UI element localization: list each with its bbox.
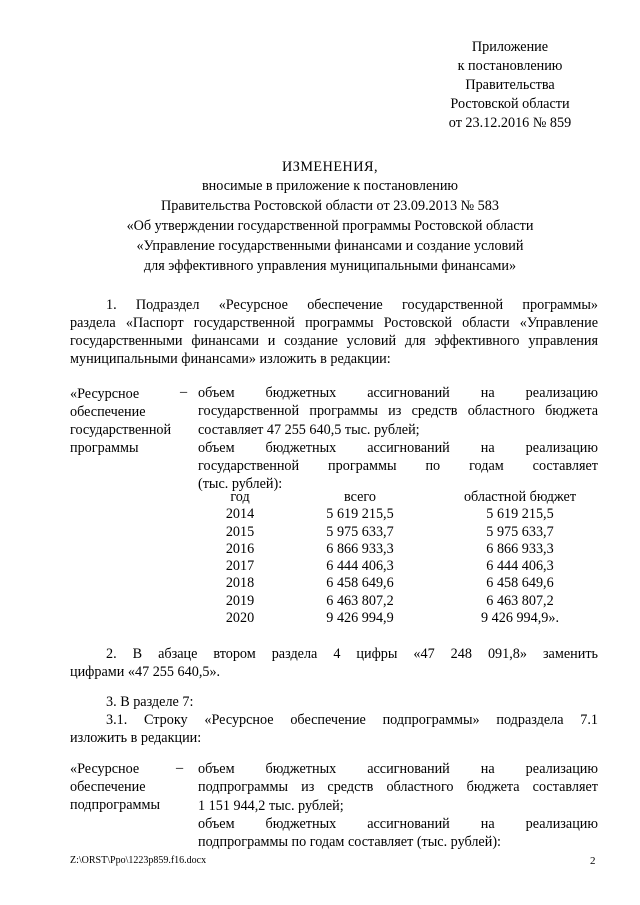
table-row [195,575,605,592]
table-cell: 2017 [225,558,255,575]
block2-line: объем бюджетных ассигнований на реализацию [198,761,598,777]
heading-line: для эффективного управления муниципальными финансами» [143,258,517,274]
appendix-line: к постановлению [457,58,563,74]
block1-line: объем бюджетных ассигнований на реализацию [198,385,598,401]
table-cell: 6 458 649,6 [326,575,394,592]
table-cell: 5 975 633,7 [326,523,394,540]
heading-line: вносимые в приложение к постановлению [201,178,459,194]
block2-dash: – [176,760,184,776]
appendix-line: Ростовской области [450,96,570,112]
item1-line: государственными финансами и создание условий для эффективного управления [70,333,598,349]
item1-paragraph [70,296,598,368]
item2-line: 2. В абзаце втором раздела 4 цифры «47 248 091,8» заменить [106,646,598,662]
table-cell: 2014 [225,506,255,523]
block2-label-line: обеспечение [70,779,146,795]
table-cell: 2015 [225,523,255,540]
table-row [195,593,605,610]
table-row [195,506,605,523]
table-cell: 5 619 215,5 [326,506,394,523]
table-row [195,541,605,558]
page-number: 2 [590,855,596,867]
block1-dash: – [180,384,188,400]
block1-label-line: государственной [70,422,172,438]
table-cell: 2020 [225,610,255,627]
block2-line: объем бюджетных ассигнований на реализацию [198,815,598,832]
table-cell: 2018 [225,575,255,592]
item3-line: 3.1. Строку «Ресурсное обеспечение подпрограммы» подраздела 7.1 [106,712,598,728]
table-cell: 5 975 633,7 [486,523,554,540]
appendix-header [420,38,600,133]
block2-line: подпрограммы из средств областного бюджета составляет [198,779,598,796]
block1-label [70,384,188,457]
block1-line: государственной программы по годам составляет [198,458,598,475]
item1-line: раздела «Паспорт государственной программы Ростовской области «Управление [70,315,598,331]
block2-line: подпрограммы по годам составляет (тыс. рублей): [198,834,501,851]
table-header-row [195,489,605,506]
table-header: всего [344,489,376,505]
heading-line: «Об утверждении государственной программы Ростовской области [126,218,534,234]
block2-label [70,760,185,814]
table-row [195,524,605,541]
item3-paragraph [70,711,598,747]
table-cell: 6 463 807,2 [326,592,394,609]
heading-line: «Управление государственными финансами и создание условий [136,238,524,254]
block1-label-line: программы [70,440,139,456]
footer-file-path: Z:\ORST\Ppo\1223p859.f16.docx [70,855,207,866]
appendix-line: Приложение [471,39,549,55]
table-cell: 5 619 215,5 [486,506,554,523]
block2-label-line: подпрограммы [70,797,160,813]
item3-line: изложить в редакции: [70,730,202,746]
table-header: год [230,489,250,505]
item1-line: муниципальными финансами» изложить в редакции: [70,351,391,367]
block1-line: составляет 47 255 640,5 тыс. рублей; [198,421,420,438]
table-cell: 6 463 807,2 [486,592,554,609]
block1-line: (тыс. рублей): [198,476,283,493]
table-cell: 6 866 933,3 [486,540,554,557]
block1-label-line: обеспечение [70,404,146,420]
item3-title: 3. В разделе 7: [106,694,194,710]
document-heading [60,158,600,276]
block2-text [198,760,598,851]
block2-label-line: «Ресурсное [70,761,140,777]
table-row [195,558,605,575]
appendix-line: Правительства [465,77,555,93]
block1-text [198,384,598,494]
table-header: областной бюджет [463,489,577,505]
table-cell: 9 426 994,9». [480,610,560,627]
table-cell: 6 444 406,3 [486,558,554,575]
table-cell: 6 458 649,6 [486,575,554,592]
table-cell: 9 426 994,9 [326,610,394,627]
item2-paragraph [70,645,598,681]
heading-line: Правительства Ростовской области от 23.09.2013 № 583 [161,198,499,214]
budget-table [195,489,605,627]
appendix-line: от 23.12.2016 № 859 [448,115,572,131]
item1-line: 1. Подраздел «Ресурсное обеспечение государственной программы» [106,297,598,313]
table-cell: 6 444 406,3 [326,558,394,575]
block1-line: объем бюджетных ассигнований на реализацию [198,439,598,456]
block1-line: государственной программы из средств областного бюджета [198,403,598,420]
block2-line: 1 151 944,2 тыс. рублей; [198,797,344,814]
document-title: ИЗМЕНЕНИЯ, [281,159,379,175]
table-cell: 2019 [225,592,255,609]
block1-label-line: «Ресурсное [70,386,140,402]
item2-line: цифрами «47 255 640,5». [70,664,221,680]
table-row [195,610,605,627]
table-cell: 2016 [225,540,255,557]
table-cell: 6 866 933,3 [326,540,394,557]
